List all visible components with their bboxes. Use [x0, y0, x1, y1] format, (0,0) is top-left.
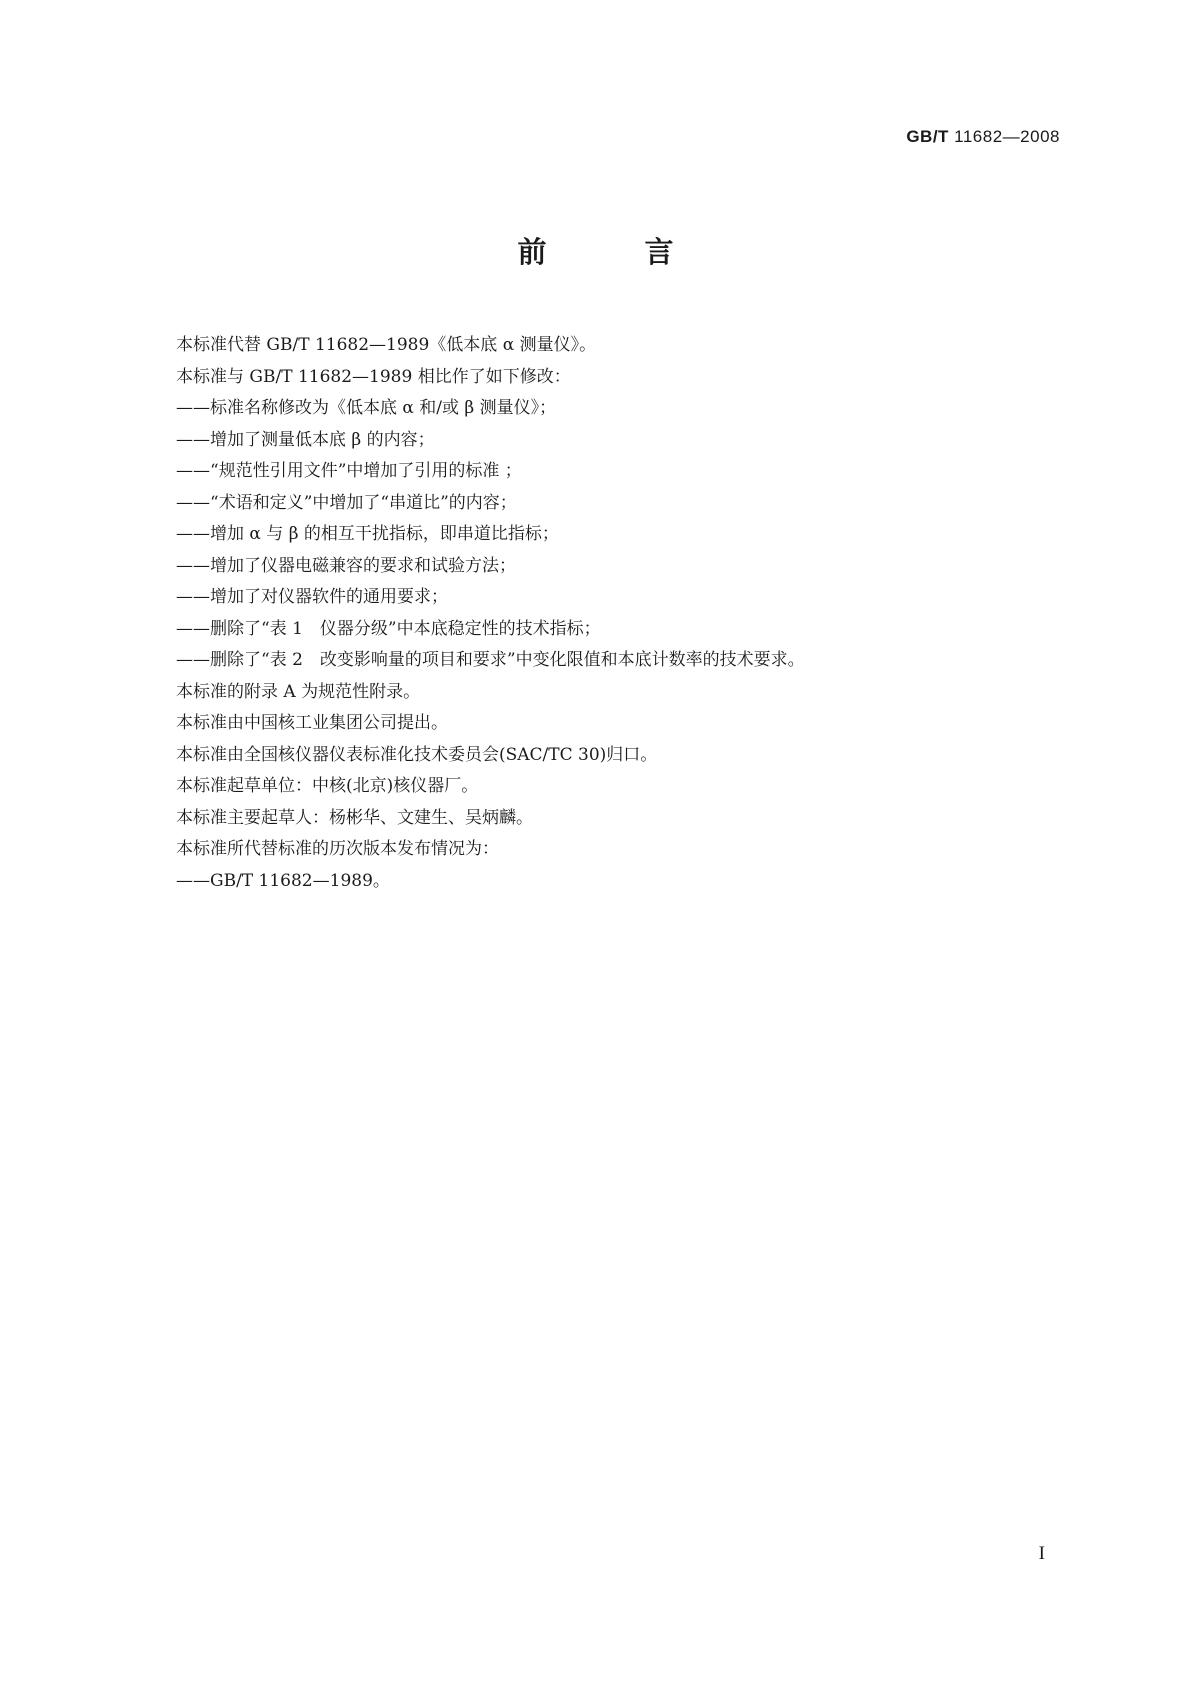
preface-line: ——“规范性引用文件”中增加了引用的标准 ；: [176, 461, 522, 481]
preface-line: 本标准的附录 A 为规范性附录。: [176, 681, 421, 702]
standard-code: GB/T: [906, 127, 949, 146]
preface-line: ——增加 α 与 β 的相互干扰指标，即串道比指标；: [176, 524, 559, 544]
preface-line: 本标准由全国核仪器仪表标准化技术委员会(SAC/TC 30)归口。: [176, 744, 658, 765]
preface-line: 本标准由中国核工业集团公司提出。: [176, 713, 448, 733]
preface-line: ——增加了测量低本底 β 的内容；: [176, 429, 435, 450]
standard-number: [906, 127, 1060, 147]
preface-line: ——GB/T 11682—1989。: [176, 870, 390, 891]
standard-year-number: 11682—2008: [954, 127, 1060, 146]
preface-line: 本标准起草单位：中核(北京)核仪器厂。: [176, 776, 479, 796]
preface-line: ——标准名称修改为《低本底 α 和/或 β 测量仪》；: [176, 398, 557, 418]
page-number: I: [1038, 1543, 1045, 1564]
preface-line: ——“术语和定义”中增加了“串道比”的内容；: [176, 492, 517, 513]
preface-line: 本标准与 GB/T 11682—1989 相比作了如下修改：: [176, 366, 571, 387]
preface-line: ——删除了“表 1 仪器分级”中本底稳定性的技术指标；: [176, 618, 601, 639]
preface-body: [176, 330, 1036, 897]
preface-line: 本标准主要起草人：杨彬华、文建生、吴炳麟。: [176, 807, 533, 828]
preface-line: ——增加了对仪器软件的通用要求；: [176, 587, 448, 607]
page-title: 前 言: [517, 235, 718, 269]
preface-line: 本标准代替 GB/T 11682—1989《低本底 α 测量仪》。: [176, 335, 597, 355]
preface-line: 本标准所代替标准的历次版本发布情况为：: [176, 839, 499, 859]
preface-line: ——增加了仪器电磁兼容的要求和试验方法；: [176, 555, 516, 576]
preface-line: ——删除了“表 2 改变影响量的项目和要求”中变化限值和本底计数率的技术要求。: [176, 650, 805, 670]
